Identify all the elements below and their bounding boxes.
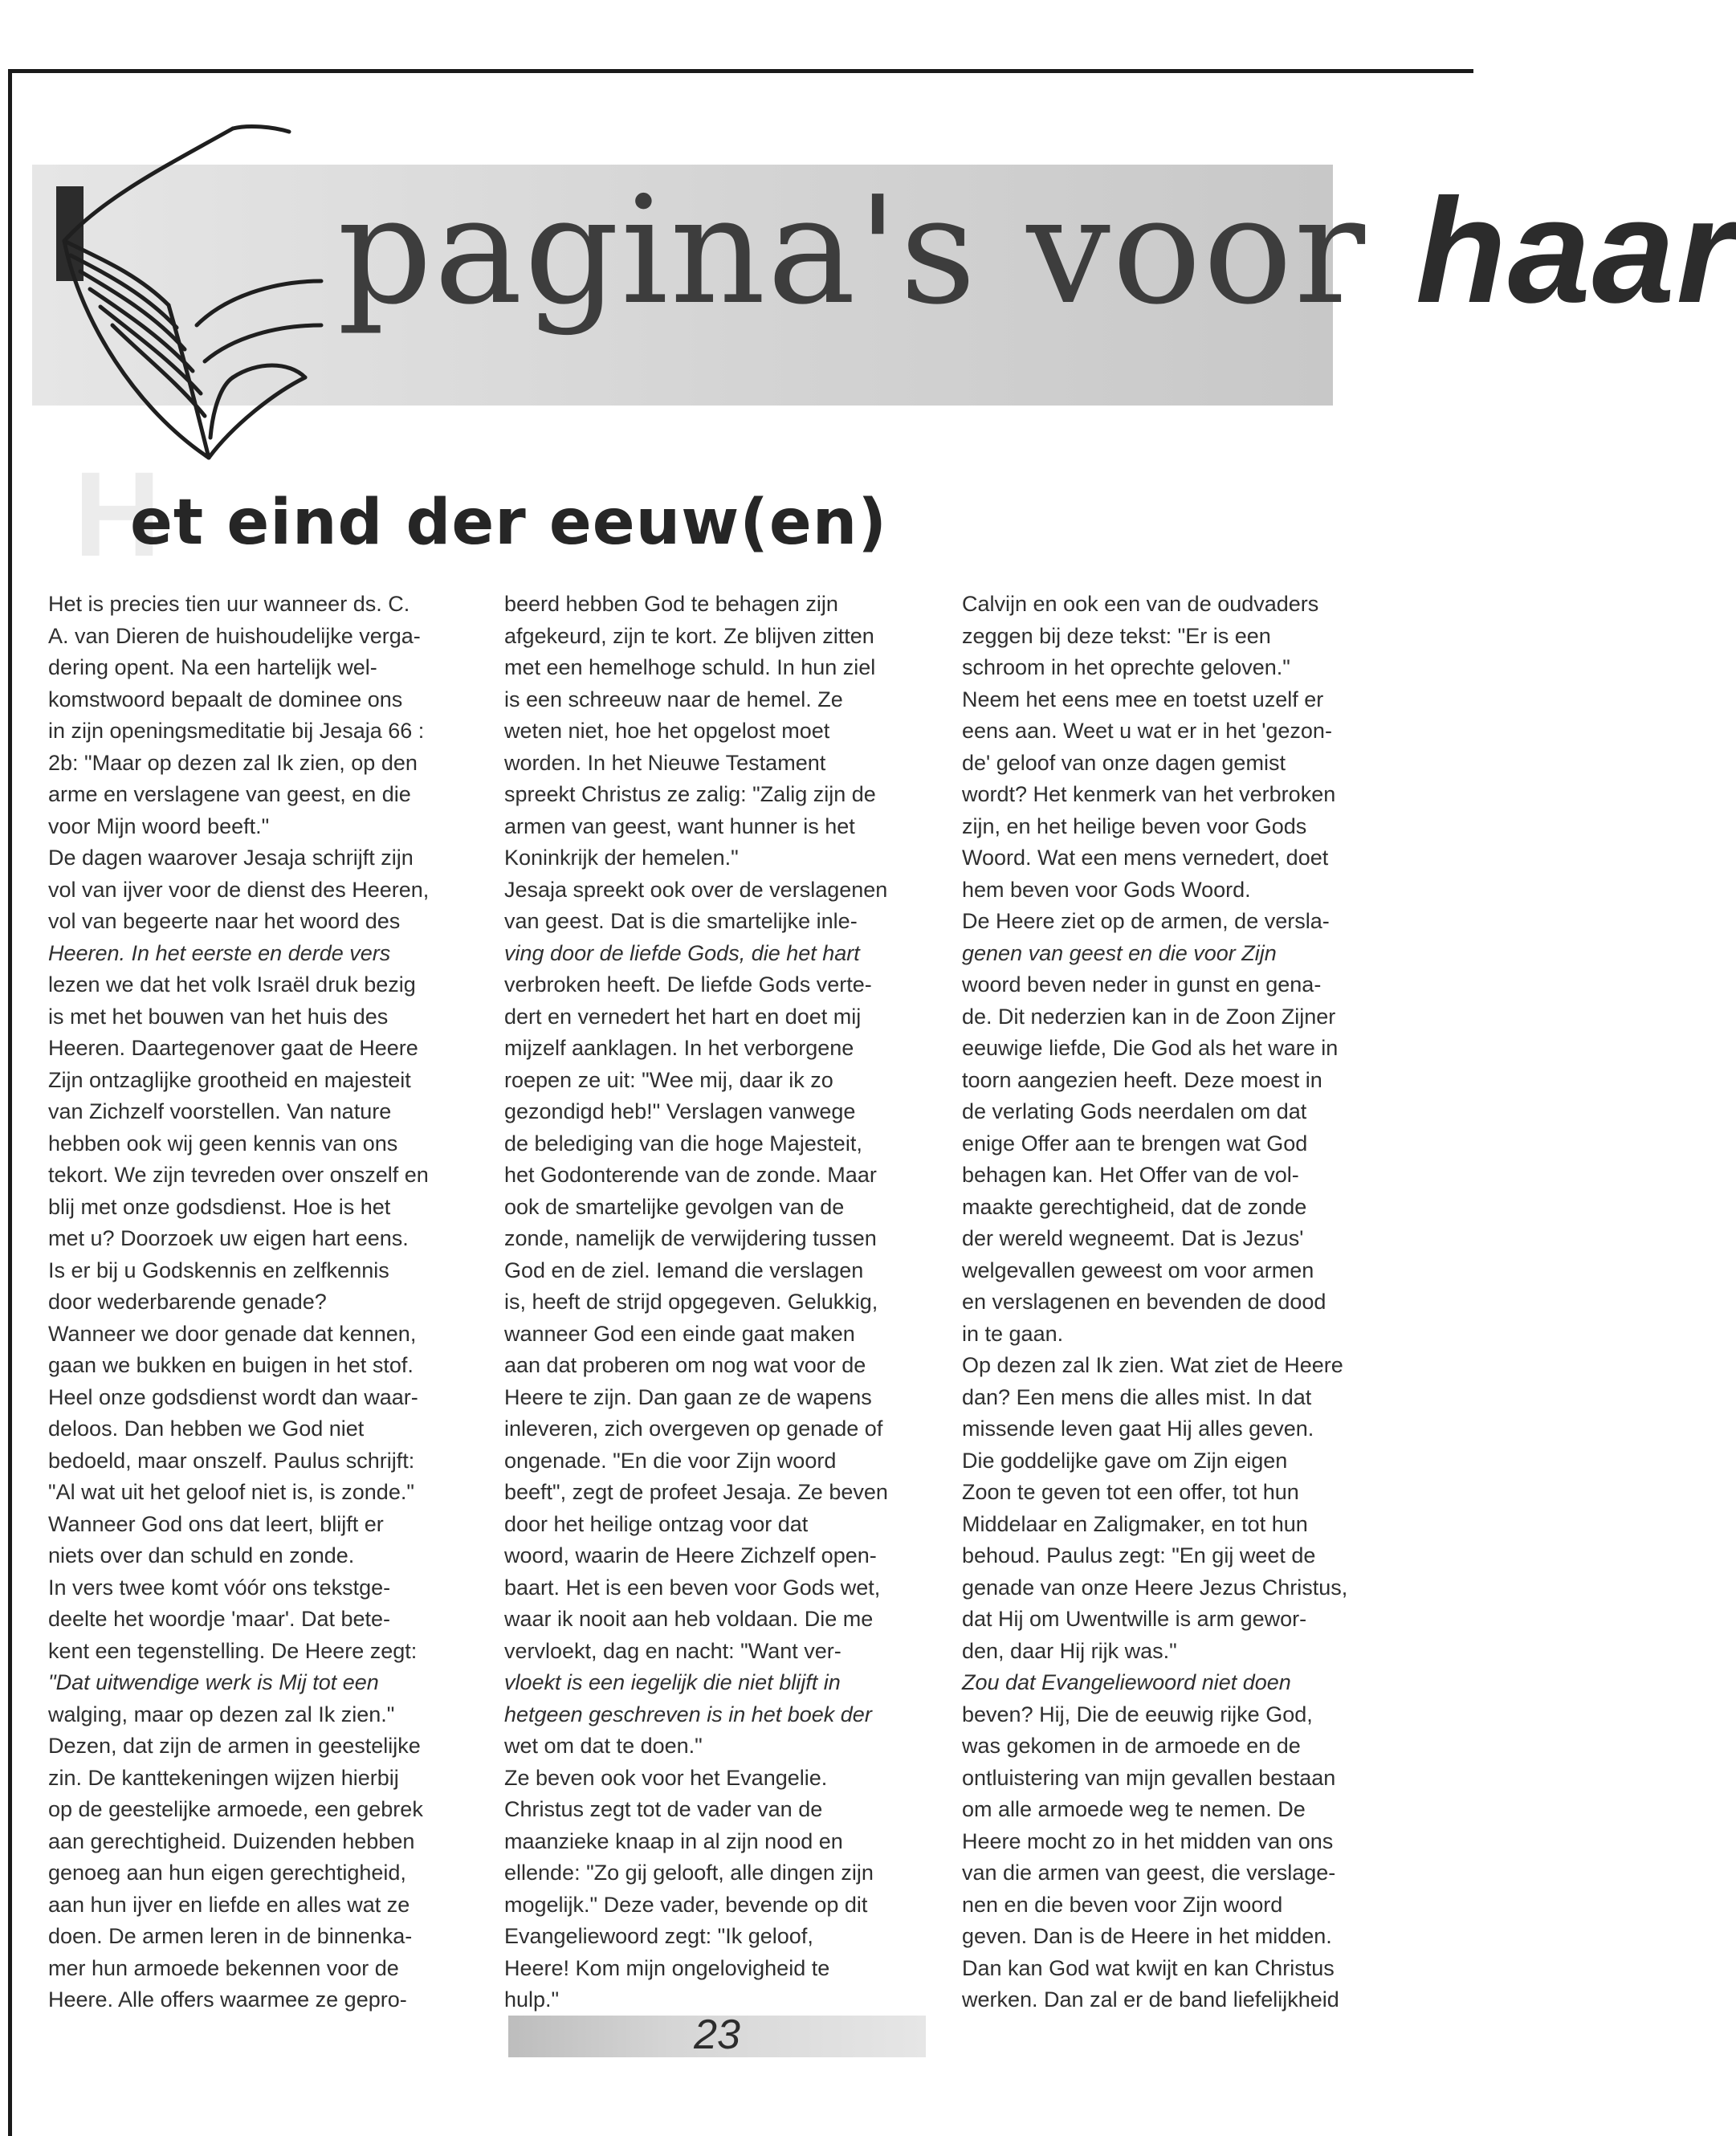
text-line: ellende: "Zo gij gelooft, alle dingen zijn [504, 1861, 874, 1885]
section-title [337, 164, 1736, 337]
text-line: zonde, namelijk de verwijdering tussen [504, 1226, 877, 1250]
text-line: ook de smartelijke gevolgen van de [504, 1194, 845, 1219]
text-line: door wederbarende genade? [48, 1290, 327, 1314]
text-line: wanneer God een einde gaat maken [504, 1321, 855, 1346]
text-line: lezen we dat het volk Israël druk bezig [48, 972, 416, 997]
text-line: beeft", zegt de profeet Jesaja. Ze beven [504, 1480, 888, 1504]
text-line: welgevallen geweest om voor armen [962, 1258, 1314, 1282]
text-line: Zoon te geven tot een offer, tot hun [962, 1480, 1299, 1504]
text-line: eeuwige liefde, Die God als het ware in [962, 1036, 1339, 1060]
drop-cap: H [74, 446, 161, 581]
text-line: hetgeen geschreven is in het boek der [504, 1702, 872, 1726]
text-line: is, heeft de strijd opgegeven. Gelukkig, [504, 1290, 878, 1314]
text-line: Heere mocht zo in het midden van ons [962, 1828, 1334, 1853]
text-line: in zijn openingsmeditatie bij Jesaja 66 : [48, 719, 425, 743]
text-line: zin. De kanttekeningen wijzen hierbij [48, 1765, 399, 1790]
text-line: enige Offer aan te brengen wat God [962, 1131, 1308, 1156]
text-line: waar ik nooit aan heb voldaan. Die me [504, 1607, 874, 1631]
text-line: met een hemelhoge schuld. In hun ziel [504, 655, 876, 679]
text-line: hulp." [504, 1987, 560, 2012]
text-line: van Zichzelf voorstellen. Van nature [48, 1099, 392, 1123]
text-line: Middelaar en Zaligmaker, en tot hun [962, 1511, 1308, 1536]
open-book-icon [32, 120, 369, 490]
text-line: ving door de liefde Gods, die het hart [504, 940, 860, 965]
text-line: dat Hij om Uwentwille is arm gewor- [962, 1607, 1307, 1631]
text-line: den, daar Hij rijk was." [962, 1638, 1177, 1663]
text-line: blij met onze godsdienst. Hoe is het [48, 1194, 391, 1219]
text-line: nen en die beven voor Zijn woord [962, 1892, 1283, 1917]
text-line: en verslagenen en bevenden de dood [962, 1290, 1326, 1314]
section-title-main: pagina's voor [337, 164, 1367, 337]
text-line: wet om dat te doen." [504, 1734, 703, 1758]
text-line: aan dat proberen om nog wat voor de [504, 1353, 866, 1377]
text-line: verbroken heeft. De liefde Gods verte- [504, 972, 872, 997]
text-line: worden. In het Nieuwe Testament [504, 750, 826, 775]
text-line: weten niet, hoe het opgelost moet [504, 719, 830, 743]
text-line: hem beven voor Gods Woord. [962, 877, 1251, 902]
text-line: om alle armoede weg te nemen. De [962, 1797, 1306, 1821]
top-border-rule [8, 69, 1473, 73]
text-line: Dan kan God wat kwijt en kan Christus [962, 1955, 1335, 1980]
text-line: "Dat uitwendige werk is Mij tot een [48, 1670, 379, 1694]
text-line: komstwoord bepaalt de dominee ons [48, 687, 403, 711]
text-line: het Godonterende van de zonde. Maar [504, 1163, 877, 1187]
text-line: arme en verslagene van geest, en die [48, 782, 411, 806]
text-line: aan hun ijver en liefde en alles wat ze [48, 1892, 410, 1917]
section-title-accent: haar [1415, 169, 1736, 334]
text-line: Calvijn en ook een van de oudvaders [962, 592, 1319, 616]
text-line: schroom in het oprechte geloven." [962, 655, 1290, 679]
text-line: wordt? Het kenmerk van het verbroken [962, 782, 1336, 806]
text-line: Dezen, dat zijn de armen in geestelijke [48, 1734, 421, 1758]
text-line: zijn, en het heilige beven voor Gods [962, 813, 1307, 838]
text-column-2 [504, 589, 930, 2016]
text-line: armen van geest, want hunner is het [504, 813, 855, 838]
text-line: dan? Een mens die alles mist. In dat [962, 1384, 1312, 1409]
text-line: is een schreeuw naar de hemel. Ze [504, 687, 843, 711]
text-line: van geest. Dat is die smartelijke inle- [504, 909, 858, 933]
text-line: vervloekt, dag en nacht: "Want ver- [504, 1638, 842, 1663]
text-line: inleveren, zich overgeven op genade of [504, 1417, 883, 1441]
text-line: Woord. Wat een mens vernedert, doet [962, 846, 1329, 870]
text-line: mijzelf aanklagen. In het verborgene [504, 1036, 854, 1060]
text-line: de. Dit nederzien kan in de Zoon Zijner [962, 1004, 1336, 1029]
text-line: bedoeld, maar onszelf. Paulus schrijft: [48, 1448, 415, 1473]
text-column-3 [962, 589, 1388, 2016]
text-line: vloekt is een iegelijk die niet blijft in [504, 1670, 841, 1694]
text-line: in te gaan. [962, 1321, 1064, 1346]
text-line: Zijn ontzaglijke grootheid en majesteit [48, 1067, 411, 1092]
text-line: aan gerechtigheid. Duizenden hebben [48, 1828, 415, 1853]
text-line: mogelijk." Deze vader, bevende op dit [504, 1892, 868, 1917]
text-line: Wanneer God ons dat leert, blijft er [48, 1511, 384, 1536]
text-line: gezondigd heb!" Verslagen vanwege [504, 1099, 856, 1123]
text-line: Heel onze godsdienst wordt dan waar- [48, 1384, 418, 1409]
text-line: hebben ook wij geen kennis van ons [48, 1131, 398, 1156]
text-line: Koninkrijk der hemelen." [504, 846, 739, 870]
text-line: behagen kan. Het Offer van de vol- [962, 1163, 1299, 1187]
text-line: 2b: "Maar op dezen zal Ik zien, op den [48, 750, 418, 775]
text-line: vol van ijver voor de dienst des Heeren, [48, 877, 430, 902]
text-line: walging, maar op dezen zal Ik zien." [48, 1702, 395, 1726]
text-line: met u? Doorzoek uw eigen hart eens. [48, 1226, 409, 1250]
text-line: Neem het eens mee en toetst uzelf er [962, 687, 1324, 711]
text-line: Heeren. Daartegenover gaat de Heere [48, 1036, 418, 1060]
text-line: doen. De armen leren in de binnenka- [48, 1924, 413, 1948]
text-line: eens aan. Weet u wat er in het 'gezon- [962, 719, 1332, 743]
text-line: behoud. Paulus zegt: "En gij weet de [962, 1543, 1316, 1567]
left-border-rule [8, 69, 12, 2136]
text-line: de verlating Gods neerdalen om dat [962, 1099, 1307, 1123]
text-line: was gekomen in de armoede en de [962, 1734, 1301, 1758]
text-line: door het heilige ontzag voor dat [504, 1511, 809, 1536]
text-line: Het is precies tien uur wanneer ds. C. [48, 592, 410, 616]
text-line: deelte het woordje 'maar'. Dat bete- [48, 1607, 391, 1631]
text-line: zeggen bij deze tekst: "Er is een [962, 623, 1271, 648]
text-column-1 [48, 589, 474, 2016]
text-line: tekort. We zijn tevreden over onszelf en [48, 1163, 429, 1187]
text-line: De Heere ziet op de armen, de versla- [962, 909, 1330, 933]
text-line: ongenade. "En die voor Zijn woord [504, 1448, 837, 1473]
text-line: beerd hebben God te behagen zijn [504, 592, 838, 616]
text-line: werken. Dan zal er de band liefelijkheid [962, 1987, 1339, 2012]
text-line: In vers twee komt vóór ons tekstge- [48, 1575, 391, 1600]
text-line: genen van geest en die voor Zijn [962, 940, 1277, 965]
text-line: Heere te zijn. Dan gaan ze de wapens [504, 1384, 872, 1409]
text-line: voor Mijn woord beeft." [48, 813, 270, 838]
text-line: dert en vernedert het hart en doet mij [504, 1004, 862, 1029]
text-line: de' geloof van onze dagen gemist [962, 750, 1286, 775]
text-line: missende leven gaat Hij alles geven. [962, 1417, 1314, 1441]
text-line: ontluistering van mijn gevallen bestaan [962, 1765, 1336, 1790]
text-line: Ze beven ook voor het Evangelie. [504, 1765, 828, 1790]
text-line: Heere! Kom mijn ongelovigheid te [504, 1955, 830, 1980]
text-line: kent een tegenstelling. De Heere zegt: [48, 1638, 418, 1663]
text-line: Jesaja spreekt ook over de verslagenen [504, 877, 888, 902]
text-line: Christus zegt tot de vader van de [504, 1797, 823, 1821]
article-title: et eind der eeuw(en) [130, 487, 887, 559]
text-line: Heere. Alle offers waarmee ze gepro- [48, 1987, 407, 2012]
text-line: baart. Het is een beven voor Gods wet, [504, 1575, 881, 1600]
text-line: Evangeliewoord zegt: "Ik geloof, [504, 1924, 813, 1948]
text-line: God en de ziel. Iemand die verslagen [504, 1258, 864, 1282]
text-line: is met het bouwen van het huis des [48, 1004, 389, 1029]
text-line: van die armen van geest, die verslage- [962, 1861, 1336, 1885]
text-line: "Al wat uit het geloof niet is, is zonde." [48, 1480, 414, 1504]
text-line: de belediging van die hoge Majesteit, [504, 1131, 862, 1156]
text-line: dering opent. Na een hartelijk wel- [48, 655, 377, 679]
page-number: 23 [694, 2012, 740, 2058]
text-line: beven? Hij, Die de eeuwig rijke God, [962, 1702, 1313, 1726]
text-line: Op dezen zal Ik zien. Wat ziet de Heere [962, 1353, 1343, 1377]
text-line: geven. Dan is de Heere in het midden. [962, 1924, 1332, 1948]
text-line: mer hun armoede bekennen voor de [48, 1955, 399, 1980]
text-line: woord, waarin de Heere Zichzelf open- [504, 1543, 877, 1567]
text-line: afgekeurd, zijn te kort. Ze blijven zitten [504, 623, 874, 648]
text-line: roepen ze uit: "Wee mij, daar ik zo [504, 1067, 833, 1092]
text-line: gaan we bukken en buigen in het stof. [48, 1353, 414, 1377]
text-line: vol van begeerte naar het woord des [48, 909, 401, 933]
text-line: genade van onze Heere Jezus Christus, [962, 1575, 1348, 1600]
text-line: toorn aangezien heeft. Deze moest in [962, 1067, 1322, 1092]
text-line: Wanneer we door genade dat kennen, [48, 1321, 417, 1346]
text-line: op de geestelijke armoede, een gebrek [48, 1797, 423, 1821]
text-line: deloos. Dan hebben we God niet [48, 1417, 365, 1441]
text-line: maakte gerechtigheid, dat de zonde [962, 1194, 1307, 1219]
text-line: maanzieke knaap in al zijn nood en [504, 1828, 843, 1853]
text-line: A. van Dieren de huishoudelijke verga- [48, 623, 421, 648]
text-line: der wereld wegneemt. Dat is Jezus' [962, 1226, 1304, 1250]
text-line: niets over dan schuld en zonde. [48, 1543, 355, 1567]
text-line: Die goddelijke gave om Zijn eigen [962, 1448, 1288, 1473]
text-line: spreekt Christus ze zalig: "Zalig zijn de [504, 782, 876, 806]
text-line: genoeg aan hun eigen gerechtigheid, [48, 1861, 406, 1885]
text-line: Zou dat Evangeliewoord niet doen [962, 1670, 1291, 1694]
text-line: De dagen waarover Jesaja schrijft zijn [48, 846, 414, 870]
text-line: Heeren. In het eerste en derde vers [48, 940, 391, 965]
text-line: woord beven neder in gunst en gena- [962, 972, 1322, 997]
text-line: Is er bij u Godskennis en zelfkennis [48, 1258, 389, 1282]
